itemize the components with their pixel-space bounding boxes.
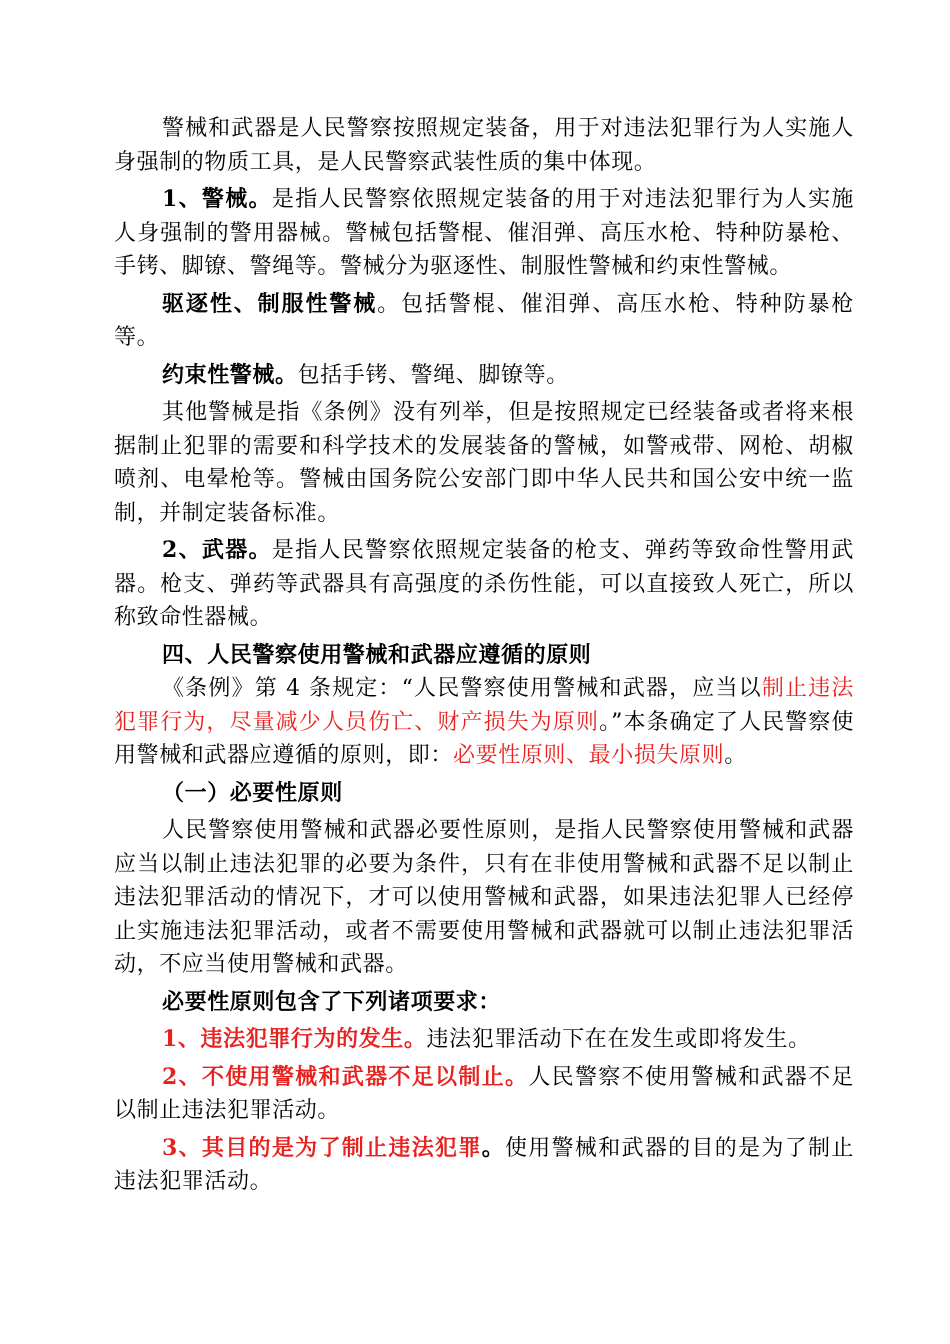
document-body xyxy=(114,112,854,1199)
section-heading-principles: 四、人民警察使用警械和武器应遵循的原则 xyxy=(162,641,592,668)
requirement-1 xyxy=(114,1023,854,1057)
heading-police-equipment: 1、警械。 xyxy=(162,186,272,212)
requirement-3-heading: 3、其目的是为了制止违法犯罪 xyxy=(162,1134,482,1161)
paragraph-intro: 警械和武器是人民警察按照规定装备，用于对违法犯罪行为人实施人身强制的物质工具，是人民警察武装性质的集中体现。 xyxy=(114,116,854,175)
paragraph-other-equipment: 其他警械是指《条例》没有列举，但是按照规定已经装备或者将来根据制止犯罪的需要和科学技术的发展装备的警械，如警戒带、网枪、胡椒喷剂、电晕枪等。警械由国务院公安部门即中华人民共和国公安中统一监制，并制定装备标准。 xyxy=(114,400,854,526)
requirement-1-heading: 1、违法犯罪行为的发生。 xyxy=(162,1026,427,1052)
highlight-article-4-principle: 制止违法犯罪行为，尽量减少人员伤亡、财产损失为原则 xyxy=(114,676,854,735)
paragraph-requirements-intro: 必要性原则包含了下列诸项要求： xyxy=(162,988,502,1015)
paragraph-police-equipment xyxy=(114,183,854,284)
requirement-3-period: 。 xyxy=(481,1134,505,1161)
requirement-3-text: 使用警械和武器的目的是为了制止违法犯罪活动。 xyxy=(114,1135,854,1194)
text-article-4-c: 。 xyxy=(724,743,747,768)
paragraph-restraint xyxy=(114,359,854,393)
heading-expel-subdue: 驱逐性、制服性警械 xyxy=(162,290,378,317)
paragraph-necessity-definition: 人民警察使用警械和武器必要性原则，是指人民警察使用警械和武器应当以制止违法犯罪的必要为条件，只有在非使用警械和武器不足以制止违法犯罪活动的情况下，才可以使用警械和武器，如果违法犯罪人已经停止实施违法犯罪活动，或者不需要使用警械和武器就可以制止违法犯罪活动，不应当使用警械和武器。 xyxy=(114,818,854,977)
text-article-4-b: 。”本条确定了人民警察使用警械和武器应遵循的原则，即： xyxy=(114,709,854,768)
text-police-equipment: 是指人民警察依照规定装备的用于对违法犯罪行为人实施人身强制的警用器械。警械包括警棍、催泪弹、高压水枪、特种防暴枪、手铐、脚镣、警绳等。警械分为驱逐性、制服性警械和约束性警械。 xyxy=(114,187,854,279)
heading-weapons: 2、武器。 xyxy=(162,537,272,563)
text-article-4-a: 《条例》第 4 条规定：“人民警察使用警械和武器，应当以 xyxy=(162,676,762,701)
paragraph-weapons xyxy=(114,534,854,635)
requirement-2-heading: 2、不使用警械和武器不足以制止。 xyxy=(162,1063,529,1090)
subheading-necessity: （一）必要性原则 xyxy=(162,779,343,806)
text-expel-subdue: 。包括警棍、催泪弹、高压水枪、特种防暴枪等。 xyxy=(114,291,854,350)
requirement-2-text: 人民警察不使用警械和武器不足以制止违法犯罪活动。 xyxy=(114,1064,854,1123)
highlight-two-principles: 必要性原则、最小损失原则 xyxy=(453,743,725,768)
text-weapons: 是指人民警察依照规定装备的枪支、弹药等致命性警用武器。枪支、弹药等武器具有高强度的杀伤性能，可以直接致人死亡，所以称致命性器械。 xyxy=(114,538,854,630)
text-restraint: 包括手铐、警绳、脚镣等。 xyxy=(297,362,569,388)
requirement-1-text: 违法犯罪活动下在在发生或即将发生。 xyxy=(426,1027,811,1052)
requirement-2 xyxy=(114,1061,854,1128)
paragraph-expel-subdue xyxy=(114,288,854,355)
heading-restraint: 约束性警械。 xyxy=(162,361,298,388)
paragraph-article-4 xyxy=(114,672,854,773)
requirement-3 xyxy=(114,1132,854,1199)
